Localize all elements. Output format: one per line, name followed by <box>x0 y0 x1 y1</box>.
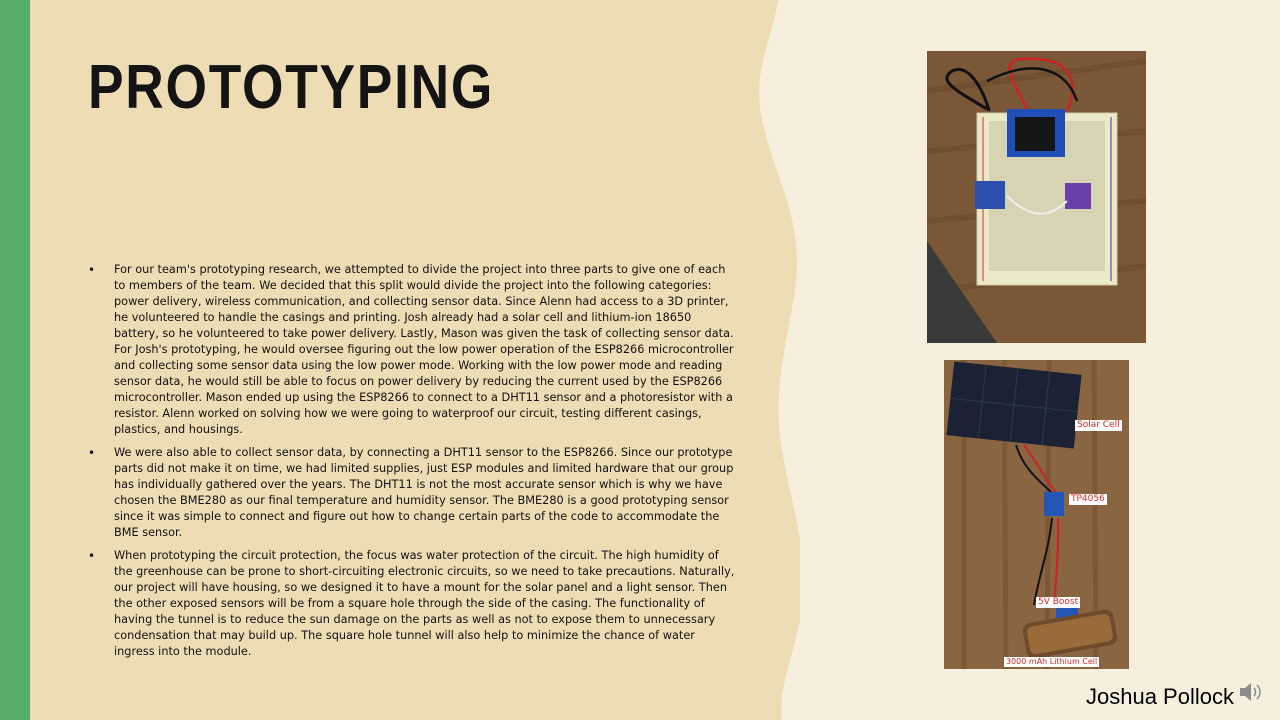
bullet-text: When prototyping the circuit protection, the focus was water protection of the circuit. The high humidity of the greenhouse can be prone to short-circuiting electronic circuits, so we need to take precautions. Naturally, our project will have housing, so we designed it to have a mount for the solar panel and a light sensor. Then the other exposed sensors will be from a square hole through the side of the casing. The functionality of having the tunnel is to reduce the sun damage on the parts as well as not to expose them to unnecessary condensation that may build up. The square hole tunnel will also help to minimize the chance of water ingress into the module. <box>114 549 735 658</box>
bullet-marker: • <box>88 263 96 277</box>
tp4056-label: TP4056 <box>1071 494 1105 504</box>
bullet-item <box>88 262 738 438</box>
boost-label: 5V Boost <box>1038 597 1079 607</box>
solar-cell-label: Solar Cell <box>1077 420 1120 430</box>
solar-chain-photo <box>944 360 1129 669</box>
speaker-icon[interactable] <box>1238 680 1264 704</box>
slide-title: PROTOTYPING <box>88 53 495 122</box>
accent-bar <box>0 0 30 720</box>
bullet-list <box>88 262 738 667</box>
battery-label: 3000 mAh Lithium Cell <box>1006 657 1098 666</box>
bullet-item <box>88 445 738 541</box>
breadboard-photo <box>927 51 1146 343</box>
bullet-marker: • <box>88 446 96 460</box>
bullet-item <box>88 548 738 660</box>
author-name: Joshua Pollock <box>1086 684 1234 709</box>
bullet-marker: • <box>88 549 96 563</box>
bullet-text: We were also able to collect sensor data, by connecting a DHT11 sensor to the ESP8266. Since our prototype parts did not make it on time, we had limited supplies, just ESP modules and limited hardware that our group has individually gathered over the years. The DHT11 is not the most accurate sensor which is why we have chosen the BME280 as our final temperature and humidity sensor. The BME280 is a good prototyping sensor since it was simple to connect and figure out how to change certain parts of the code to accommodate the BME sensor. <box>114 446 734 539</box>
bullet-text: For our team's prototyping research, we attempted to divide the project into three parts to give one of each to members of the team. We decided that this split would divide the project into the following categories: power delivery, wireless communication, and collecting sensor data. Since Alenn had access to a 3D printer, he volunteered to handle the casings and printing. Josh already had a solar cell and lithium-ion 18650 battery, so he volunteered to take power delivery. Lastly, Mason was given the task of collecting sensor data. For Josh's prototyping, he would oversee figuring out the low power operation of the ESP8266 microcontroller and collecting some sensor data using the low power mode. Working with the low power mode and reading sensor data, he would still be able to focus on power delivery by reducing the current used by the ESP8266 microcontroller. Mason ended up using the ESP8266 to connect to a DHT11 sensor and a photoresistor with a resistor. Alenn worked on solving how we were going to waterproof our circuit, testing different casings, plastics, and housings. <box>114 263 734 436</box>
